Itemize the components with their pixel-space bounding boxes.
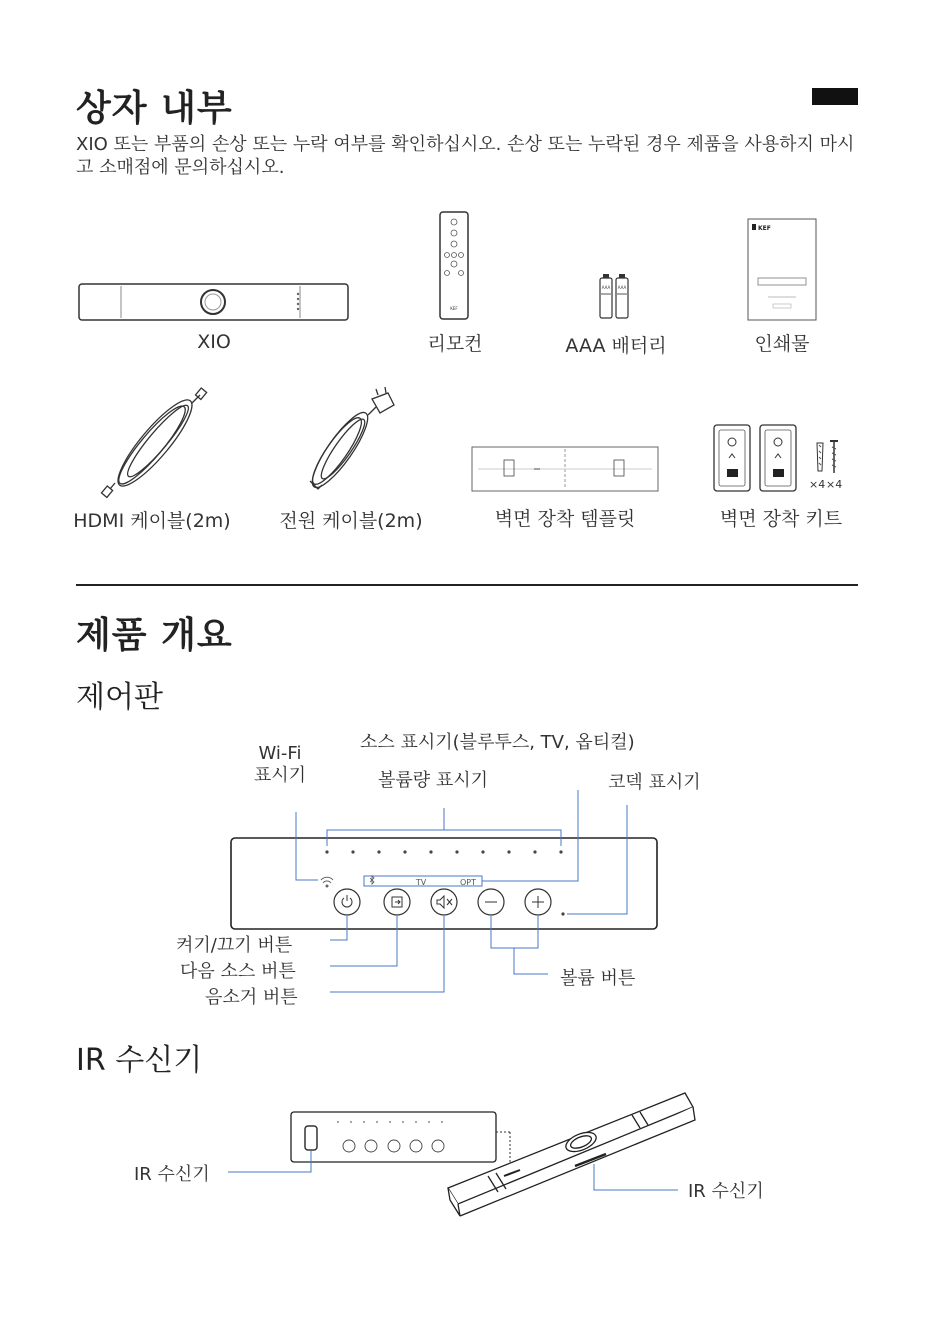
label-source-indicator: 소스 표시기(블루투스, TV, 옵티컬) [360, 732, 635, 753]
power-cable-illustration [304, 387, 394, 494]
label-volume-button: 볼륨 버튼 [560, 968, 636, 989]
caption-printed: 인쇄물 [754, 333, 810, 355]
section-title-overview: 제품 개요 [76, 615, 233, 656]
section-divider [76, 584, 858, 586]
label-volume-indicator: 볼륨량 표시기 [378, 770, 489, 791]
power-button-illustration [334, 889, 360, 915]
page-title-in-box: 상자 내부 [76, 88, 233, 129]
intro-paragraph: XIO 또는 부품의 손상 또는 누락 여부를 확인하십시오. 손상 또는 누락된 경우 제품을 사용하지 마시고 소매점에 문의하십시오. [76, 134, 855, 178]
control-panel-diagram [0, 790, 933, 1010]
printed-brand-text: KEF [758, 225, 771, 232]
caption-power: 전원 케이블(2m) [279, 510, 423, 532]
label-power-button: 켜기/끄기 버튼 [176, 935, 293, 956]
label-ir-receiver-right: IR 수신기 [688, 1181, 764, 1202]
remote-illustration [440, 212, 468, 319]
box-items-row2-illustrations [0, 385, 933, 505]
box-items-row1-illustrations [0, 200, 933, 330]
caption-remote: 리모컨 [427, 333, 483, 355]
screw-qty-2: ×4 [826, 478, 843, 491]
subsection-ir-receiver: IR 수신기 [76, 1043, 203, 1078]
label-next-source-button: 다음 소스 버튼 [180, 961, 296, 982]
batteries-illustration [600, 274, 628, 318]
battery-label-2: AAA [617, 285, 627, 290]
label-mute-button: 음소거 버튼 [205, 987, 298, 1008]
hdmi-cable-illustration [101, 388, 206, 497]
caption-batteries: AAA 배터리 [565, 335, 667, 357]
wall-template-illustration [472, 447, 658, 491]
subsection-control-panel: 제어판 [76, 680, 163, 715]
ir-panel-closeup [291, 1112, 496, 1162]
source-tv-text: TV [415, 878, 427, 887]
ir-window-closeup [305, 1126, 317, 1150]
label-codec-indicator: 코덱 표시기 [608, 772, 701, 793]
codec-indicator-dot [561, 912, 564, 915]
caption-template: 벽면 장착 템플릿 [494, 508, 636, 530]
label-ir-receiver-left: IR 수신기 [134, 1164, 210, 1185]
remote-brand-text: KEF [450, 306, 458, 311]
battery-label-1: AAA [601, 285, 611, 290]
screw-qty-1: ×4 [809, 478, 826, 491]
label-wifi-line1: Wi-Fi [258, 743, 302, 764]
caption-hdmi: HDMI 케이블(2m) [73, 510, 231, 532]
source-opt-text: OPT [459, 878, 477, 887]
caption-wallkit: 벽면 장착 키트 [719, 508, 843, 530]
section-tab-marker [812, 88, 858, 105]
label-wifi-line2: 표시기 [253, 765, 307, 786]
label-wifi-indicator [240, 743, 320, 787]
wall-kit-illustration [714, 425, 842, 491]
caption-xio: XIO [197, 331, 231, 353]
printed-matter-illustration [748, 219, 816, 320]
soundbar-illustration [79, 284, 348, 320]
